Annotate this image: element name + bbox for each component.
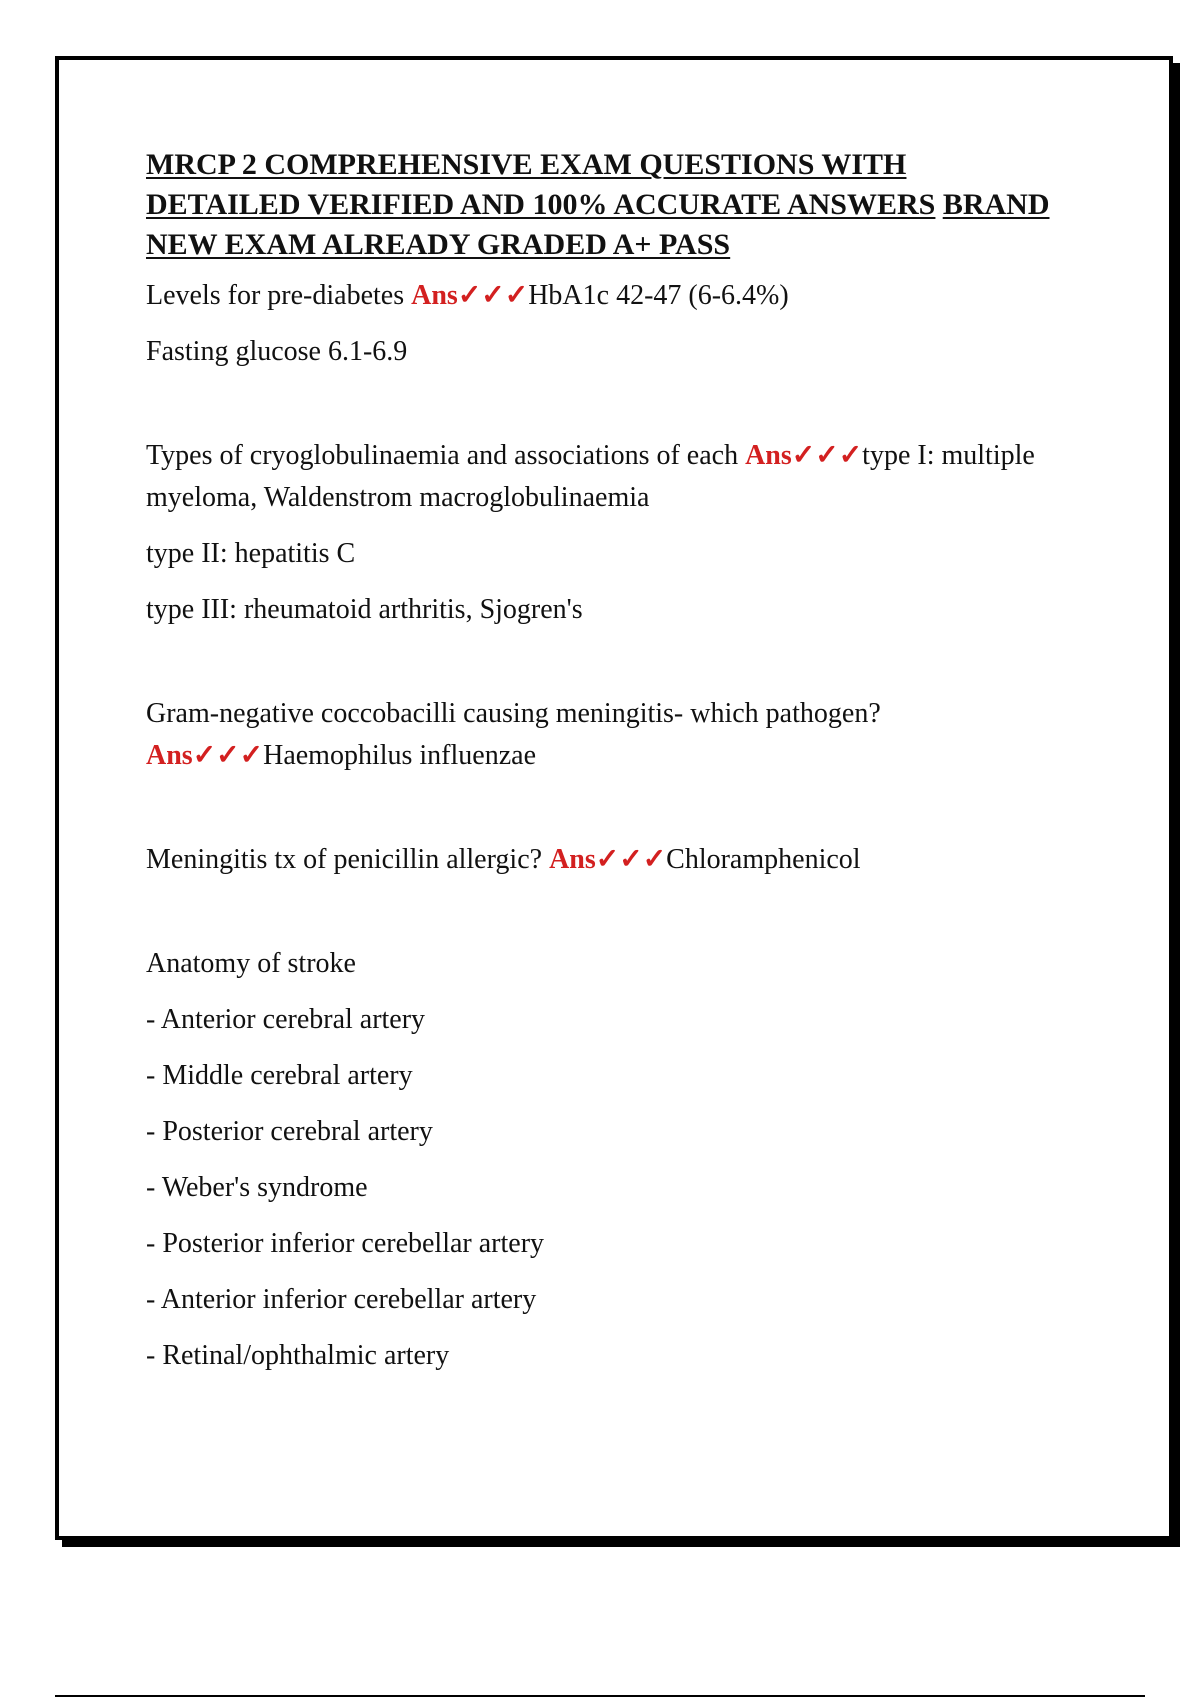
question-text: Types of cryoglobulinaemia and associations of each: [146, 440, 746, 471]
answer-text: Haemophilus influenzae: [263, 740, 536, 771]
answer-text: type I: multiple myeloma, Waldenstrom macroglobulinaemia: [146, 440, 1035, 513]
list-item: - Posterior inferior cerebellar artery: [146, 1228, 545, 1259]
ans-marker: Ans: [411, 280, 458, 311]
document-title: [146, 145, 1066, 265]
list-item: - Retinal/ophthalmic artery: [146, 1340, 450, 1371]
answer-extra: type II: hepatitis C: [146, 538, 356, 569]
answer-extra: type III: rheumatoid arthritis, Sjogren's: [146, 594, 583, 625]
question-text: Gram-negative coccobacilli causing meningitis- which pathogen?: [146, 698, 881, 729]
answer-text: Chloramphenicol: [666, 844, 861, 875]
list-item: - Weber's syndrome: [146, 1172, 368, 1203]
checkmark-icon: ✓✓✓: [791, 440, 863, 471]
list-item: - Anterior cerebral artery: [146, 1004, 426, 1035]
question-text: Levels for pre-diabetes: [146, 280, 412, 311]
question-prediabetes: [146, 275, 1066, 317]
question-cryoglobulinaemia: [146, 435, 1066, 519]
list-item: - Posterior cerebral artery: [146, 1116, 433, 1147]
list-item: - Middle cerebral artery: [146, 1060, 413, 1091]
document-content: [146, 145, 1066, 1377]
checkmark-icon: ✓✓✓: [595, 844, 667, 875]
ans-marker: Ans: [549, 844, 596, 875]
ans-marker: Ans: [745, 440, 792, 471]
ans-marker: Ans: [146, 740, 193, 771]
answer-text: HbA1c 42-47 (6-6.4%): [528, 280, 789, 311]
title-line-1: MRCP 2 COMPREHENSIVE EXAM QUESTIONS WITH: [146, 148, 907, 181]
title-line-3: BRAND NEW EXAM ALREADY GRADED A+ PASS: [146, 188, 1050, 261]
checkmark-icon: ✓✓✓: [457, 280, 529, 311]
question-text: Meningitis tx of penicillin allergic?: [146, 844, 550, 875]
question-meningitis-allergy: [146, 839, 1066, 881]
answer-extra: Fasting glucose 6.1-6.9: [146, 336, 408, 367]
question-stroke-anatomy: Anatomy of stroke: [146, 948, 356, 979]
checkmark-icon: ✓✓✓: [192, 740, 264, 771]
question-meningitis-pathogen: [146, 693, 1066, 777]
footer-divider: [55, 1695, 1145, 1697]
title-line-2: DETAILED VERIFIED AND 100% ACCURATE ANSWERS: [146, 188, 936, 221]
list-item: - Anterior inferior cerebellar artery: [146, 1284, 537, 1315]
